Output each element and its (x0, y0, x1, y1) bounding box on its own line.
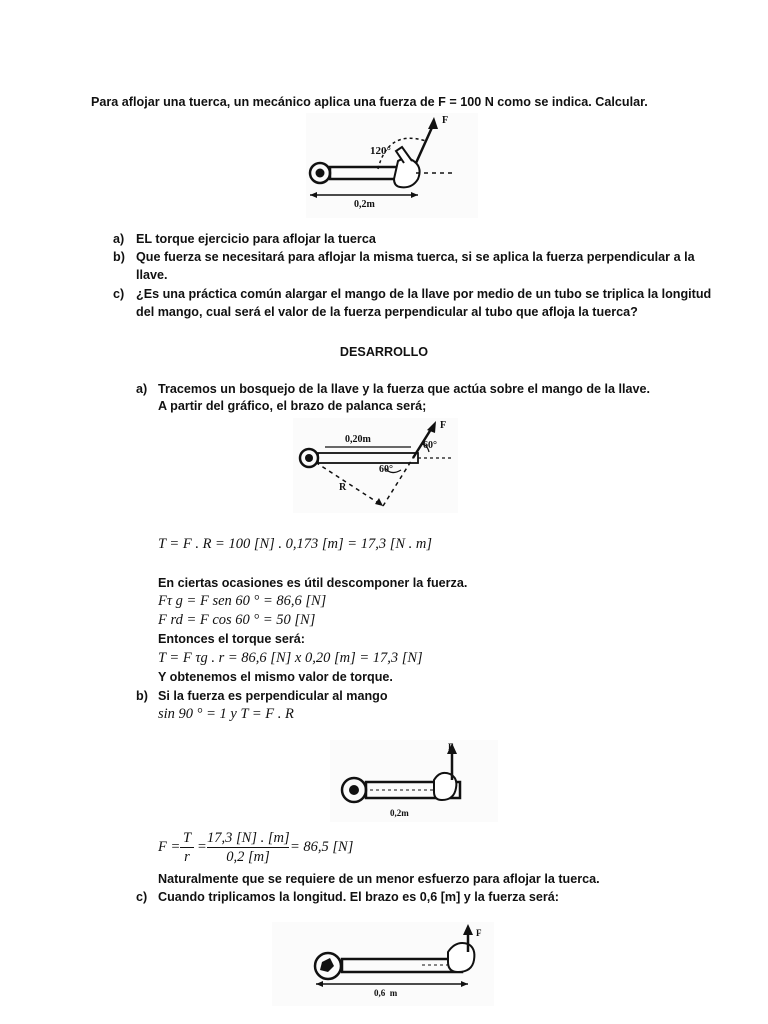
fraction-numerator: T (182, 830, 192, 846)
fig4-length-label: 0,6 m (374, 988, 398, 998)
fraction-t-over-r (180, 829, 194, 866)
equation-force-result: = 86,5 [N] (290, 839, 354, 855)
equation-torque-2: T = F τg . r = 86,6 [N] x 0,20 [m] = 17,3 [N] (158, 650, 423, 666)
fig4-force-label: F (476, 928, 482, 938)
fig3-length-label: 0,2m (390, 808, 409, 818)
fig2-angle-top-label: 60° (423, 440, 437, 451)
wrench-figure-4 (272, 922, 494, 1006)
equation-f-radial: F rd = F cos 60 ° = 50 [N] (158, 612, 316, 628)
question-b-line-1: Que fuerza se necesitará para aflojar la misma tuerca, si se aplica la fuerza perpendicular a la (136, 250, 695, 264)
equation-force-lhs: F = (158, 839, 181, 855)
fig2-angle-bottom-label: 60° (379, 464, 393, 475)
problem-statement: Para aflojar una tuerca, un mecánico aplica una fuerza de F = 100 N como se indica. Calcular. (91, 95, 648, 109)
fraction-value-numerator: 17,3 [N] . [m] (207, 830, 290, 846)
fig2-length-label: 0,20m (345, 434, 371, 445)
question-a-letter: a) (113, 232, 125, 246)
question-a-text: EL torque ejercicio para aflojar la tuerca (136, 232, 376, 246)
part-c-line-1: Cuando triplicamos la longitud. El brazo es 0,6 [m] y la fuerza será: (158, 890, 559, 904)
question-c-line-2: del mango, cual será el valor de la fuerza perpendicular al tubo que afloja la tuerca? (136, 305, 638, 319)
text-naturally: Naturalmente que se requiere de un menor esfuerzo para aflojar la tuerca. (158, 872, 600, 886)
equation-torque: T = F . R = 100 [N] . 0,173 [m] = 17,3 [N . m] (158, 536, 433, 552)
wrench-figure-1 (306, 113, 478, 218)
part-c-letter: c) (136, 890, 148, 904)
angle-label: 120° (370, 145, 391, 157)
fraction-value (207, 829, 289, 866)
length-label: 0,2m (354, 199, 375, 210)
part-a-line-1: Tracemos un bosquejo de la llave y la fuerza que actúa sobre el mango de la llave. (158, 382, 651, 396)
part-b-letter: b) (136, 689, 148, 703)
equation-sin: sin 90 ° = 1 y T = F . R (158, 706, 294, 722)
part-a-line-2: A partir del gráfico, el brazo de palanca será; (158, 399, 427, 413)
force-label: F (442, 115, 449, 126)
part-b-line-1: Si la fuerza es perpendicular al mango (158, 689, 388, 703)
question-b-line-2: llave. (136, 268, 168, 282)
wrench-figure-3 (330, 740, 498, 822)
fraction-denominator: r (184, 849, 190, 865)
fig2-force-label: F (440, 420, 447, 431)
question-c-line-1: ¿Es una práctica común alargar el mango de la llave por medio de un tubo se triplica la longitud (136, 287, 712, 301)
fig2-radius-label: R (339, 482, 347, 493)
text-same-value: Y obtenemos el mismo valor de torque. (158, 670, 393, 684)
section-heading: DESARROLLO (339, 345, 429, 359)
equation-f-tangential: Fτ g = F sen 60 ° = 86,6 [N] (158, 593, 327, 609)
equation-force-equals: = (197, 839, 207, 855)
wrench-figure-2 (293, 418, 458, 513)
question-b-letter: b) (113, 250, 125, 264)
part-a-letter: a) (136, 382, 148, 396)
question-c-letter: c) (113, 287, 125, 301)
text-then: Entonces el torque será: (158, 632, 305, 646)
fraction-value-denominator: 0,2 [m] (226, 849, 270, 865)
fig3-force-label: F (448, 742, 454, 752)
text-decompose: En ciertas ocasiones es útil descomponer la fuerza. (158, 576, 468, 590)
